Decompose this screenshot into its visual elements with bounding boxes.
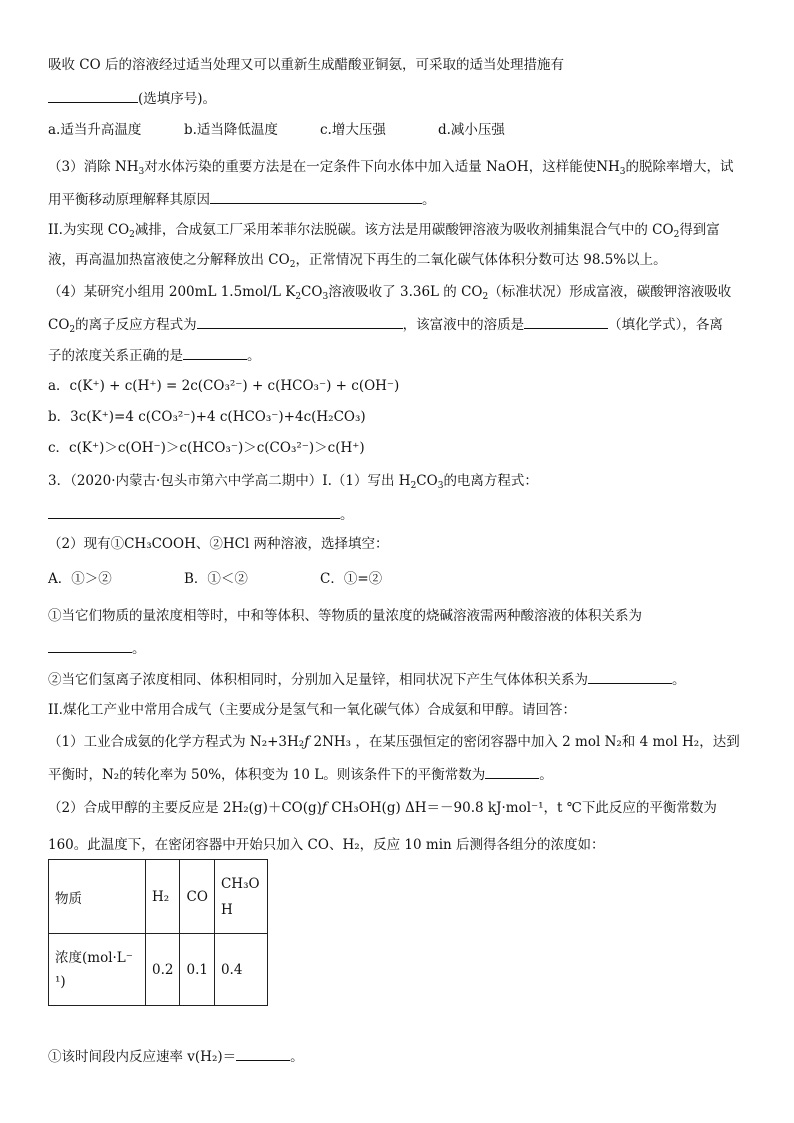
- table-header-cell: CO: [180, 860, 214, 934]
- answer-blank[interactable]: [197, 314, 403, 329]
- options-line: [48, 570, 382, 588]
- option-b: b.适当降低温度: [184, 122, 278, 138]
- text-line: 用平衡移动原理解释其原因 。: [48, 189, 436, 209]
- option-a: A．①＞②: [48, 571, 112, 587]
- text-line: 。: [48, 638, 146, 658]
- text-line: 。: [48, 504, 354, 524]
- text-line: （1）工业合成氨的化学方程式为 N₂+3H₂ƒ 2NH₃ ，在某压强恒定的密闭容器中加入 2 mol N₂和 4 mol H₂，达到: [48, 734, 740, 750]
- option-c: c.增大压强: [320, 122, 386, 138]
- answer-blank[interactable]: [210, 189, 422, 204]
- table-header-cell: H₂: [146, 860, 180, 934]
- answer-blank[interactable]: [485, 764, 539, 779]
- option-d: d.减小压强: [438, 122, 505, 138]
- table-row-label: 浓度(mol·L⁻¹): [49, 934, 146, 1006]
- answer-blank[interactable]: [48, 504, 340, 519]
- answer-blank[interactable]: [236, 1046, 290, 1061]
- text-line: 吸收 CO 后的溶液经过适当处理又可以重新生成醋酸亚铜氨，可采取的适当处理措施有: [48, 57, 564, 73]
- table-cell: 0.4: [214, 934, 267, 1006]
- text-line: 子的浓度关系正确的是 。: [48, 345, 261, 365]
- option-line: a．c(K⁺) + c(H⁺) = 2c(CO₃²⁻) + c(HCO₃⁻) + c(OH⁻): [48, 378, 400, 394]
- table-header-cell: 物质: [49, 860, 146, 934]
- answer-blank[interactable]: [48, 638, 132, 653]
- text-line: $CO_2$的离子反应方程式为 ，该富液中的溶质是 （填化学式），各离: [48, 314, 723, 339]
- answer-blank[interactable]: [183, 345, 247, 360]
- text-line: II.煤化工产业中常用合成气（主要成分是氢气和一氧化碳气体）合成氨和甲醇。请回答：: [48, 702, 576, 718]
- text-line: 液，再高温加热富液使之分解释放出 $CO_2$，正常情况下再生的二氧化碳气体体积分数可达 98.5%以上。: [48, 252, 667, 270]
- option-c: C．①=②: [320, 571, 383, 587]
- text-line: II.为实现 $CO_2$减排，合成氨工厂采用苯菲尔法脱碳。该方法是用碳酸钾溶液为吸收剂捕集混合气中的 $CO_2$得到富: [48, 222, 720, 240]
- table-cell: 0.1: [180, 934, 214, 1006]
- text-line: 160。此温度下，在密闭容器中开始只加入 CO、H₂，反应 10 min 后测得各组分的浓度如：: [48, 837, 605, 853]
- answer-blank[interactable]: [588, 669, 672, 684]
- option-line: c．c(K⁺)＞c(OH⁻)＞c(HCO₃⁻)＞c(CO₃²⁻)＞c(H⁺): [48, 440, 365, 456]
- answer-blank[interactable]: [48, 88, 138, 103]
- text-line: ①当它们物质的量浓度相等时，中和等体积、等物质的量浓度的烧碱溶液需两种酸溶液的体积关系为: [48, 608, 642, 624]
- equilibrium-arrow-glyph: ƒ: [304, 734, 310, 750]
- table-header-cell: CH₃OH: [214, 860, 267, 934]
- text-line: 平衡时，N₂的转化率为 50%，体积变为 10 L。则该条件下的平衡常数为 。: [48, 764, 553, 784]
- options-line: [48, 121, 505, 139]
- table-cell: 0.2: [146, 934, 180, 1006]
- text-line: （3）消除 $NH_3$对水体污染的重要方法是在一定条件下向水体中加入适量 NaOH，这样能使$NH_3$的脱除率增大，试: [48, 159, 734, 177]
- concentration-table: [48, 859, 268, 1006]
- option-a: a.适当升高温度: [48, 122, 142, 138]
- option-b: B．①＜②: [184, 571, 248, 587]
- text-line: （4）某研究小组用 200mL 1.5mol/L $K_2CO_3$溶液吸收了 3.36L 的 $CO_2$（标准状况）形成富液，碳酸钾溶液吸收: [48, 284, 732, 302]
- text-line: (选填序号)。: [48, 88, 216, 108]
- answer-blank[interactable]: [524, 314, 608, 329]
- question-heading: 3．（2020·内蒙古·包头市第六中学高二期中）I.（1）写出 $H_2CO_3$的电离方程式：: [48, 473, 538, 491]
- table-row: [49, 934, 268, 1006]
- text-line: ①该时间段内反应速率 v(H₂)＝ 。: [48, 1046, 304, 1066]
- option-line: b．3c(K⁺)=4 c(CO₃²⁻)+4 c(HCO₃⁻)+4c(H₂CO₃): [48, 409, 366, 425]
- text-line: （2）现有①CH₃COOH、②HCl 两种溶液，选择填空：: [48, 536, 389, 552]
- table-row: [49, 860, 268, 934]
- equilibrium-arrow-glyph: ƒ: [321, 800, 327, 816]
- text-line: （2）合成甲醇的主要反应是 2H₂(g)＋CO(g)ƒ CH₃OH(g) ΔH＝－90.8 kJ·mol⁻¹，t ℃下此反应的平衡常数为: [48, 800, 717, 816]
- text-line: ②当它们氢离子浓度相同、体积相同时，分别加入足量锌，相同状况下产生气体体积关系为 。: [48, 669, 686, 689]
